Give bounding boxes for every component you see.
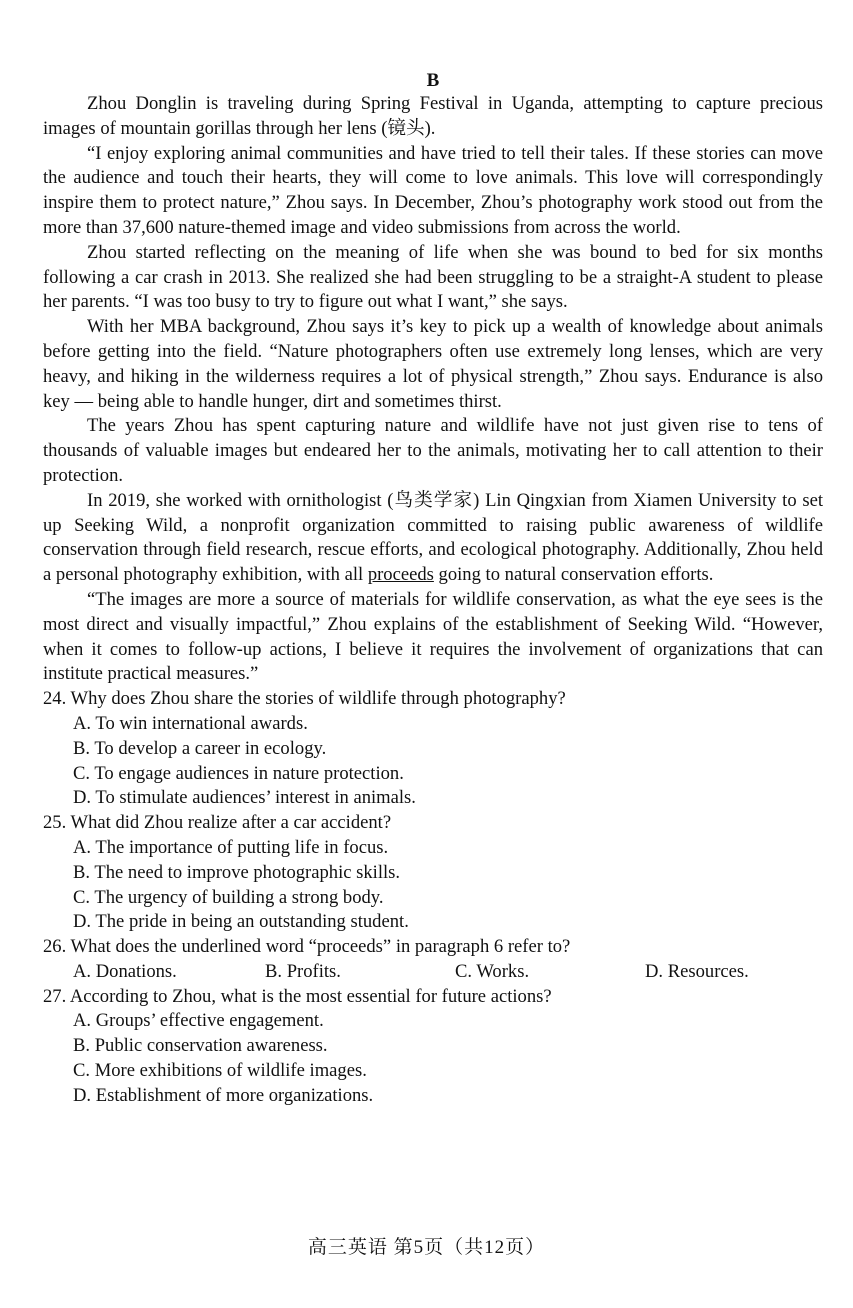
section-title: B: [426, 70, 440, 91]
option-d: D. Resources.: [645, 960, 749, 982]
option-b: B. To develop a career in ecology.: [73, 737, 327, 759]
option-c: C. More exhibitions of wildlife images.: [73, 1060, 367, 1082]
option-a: A. The importance of putting life in focus.: [73, 836, 389, 858]
paragraph-text: “The images are more a source of materials for wildlife conservation, as what the eye sees is the most direct and visually impactful,” Zhou explains of the establishment of Seeking Wild. “However, when it comes to follow-up actions, I believe it requires the involvement of organizations that can institute practical measures.”: [43, 588, 823, 685]
option-c: C. The urgency of building a strong body.: [73, 886, 384, 908]
question-stem: 26. What does the underlined word “proceeds” in paragraph 6 refer to?: [43, 936, 571, 958]
passage-paragraph: [43, 588, 823, 687]
option-a: A. To win international awards.: [73, 712, 308, 734]
reading-passage: [43, 92, 823, 687]
paragraph-text: In 2019, she worked with ornithologist (鸟类学家) Lin Qingxian from Xiamen University to set up Seeking Wild, a nonprofit organization committed to raising public awareness of wildlife conservation through field research, rescue efforts, and ecological photography. Additionally, Zhou held a personal photography exhibition, with all: [43, 489, 823, 586]
question-24: [43, 687, 823, 811]
question-stem: 25. What did Zhou realize after a car accident?: [43, 812, 392, 834]
paragraph-text: With her MBA background, Zhou says it’s key to pick up a wealth of knowledge about animals before getting into the field. “Nature photographers often use extremely long lenses, which are very heavy, and hiking in the wilderness requires a lot of physical strength,” Zhou says. Endurance is also key — being able to handle hunger, dirt and sometimes thirst.: [43, 316, 823, 412]
passage-paragraph: [43, 241, 823, 315]
underlined-word: proceeds: [367, 564, 434, 586]
question-list: [43, 687, 823, 1109]
option-row: [73, 960, 823, 985]
paragraph-text: “I enjoy exploring animal communities and have tried to tell their tales. If these stories can move the audience and touch their hearts, they will come to love animals. This love will correspondingly inspire them to protect nature,” Zhou says. In December, Zhou’s photography work stood out from the more than 37,600 nature-themed image and video submissions from across the world.: [43, 142, 823, 238]
option-a: A. Groups’ effective engagement.: [73, 1010, 324, 1032]
exam-page: [43, 70, 823, 1109]
passage-paragraph: [43, 489, 823, 588]
option-d: D. The pride in being an outstanding student.: [73, 911, 409, 933]
question-stem: 24. Why does Zhou share the stories of wildlife through photography?: [43, 688, 566, 710]
passage-paragraph: [43, 414, 823, 488]
page-footer: 高三英语 第5页（共12页）: [307, 1237, 546, 1258]
question-25: [43, 811, 823, 935]
option-d: D. Establishment of more organizations.: [73, 1084, 374, 1106]
paragraph-text: Zhou Donglin is traveling during Spring Festival in Uganda, attempting to capture precious images of mountain gorillas through her lens (镜头).: [43, 93, 823, 139]
option-c: C. To engage audiences in nature protection.: [73, 762, 404, 784]
paragraph-text: Zhou started reflecting on the meaning of life when she was bound to bed for six months following a car crash in 2013. She realized she had been struggling to be a straight-A student to please her parents. “I was too busy to try to figure out what I want,” she says.: [43, 241, 823, 313]
option-b: B. Profits.: [265, 960, 341, 982]
question-26: [43, 935, 823, 985]
option-d: D. To stimulate audiences’ interest in animals.: [73, 787, 416, 809]
passage-paragraph: [43, 142, 823, 241]
option-c: C. Works.: [455, 960, 530, 982]
option-a: A. Donations.: [73, 960, 177, 982]
paragraph-text: going to natural conservation efforts.: [433, 564, 714, 586]
passage-paragraph: [43, 315, 823, 414]
question-stem: 27. According to Zhou, what is the most essential for future actions?: [43, 985, 552, 1007]
option-b: B. The need to improve photographic skills.: [73, 861, 401, 883]
question-27: [43, 985, 823, 1109]
passage-paragraph: [43, 92, 823, 142]
paragraph-text: The years Zhou has spent capturing nature and wildlife have not just given rise to tens of thousands of valuable images but endeared her to the animals, motivating her to call attention to their protection.: [43, 415, 823, 486]
option-b: B. Public conservation awareness.: [73, 1035, 328, 1057]
